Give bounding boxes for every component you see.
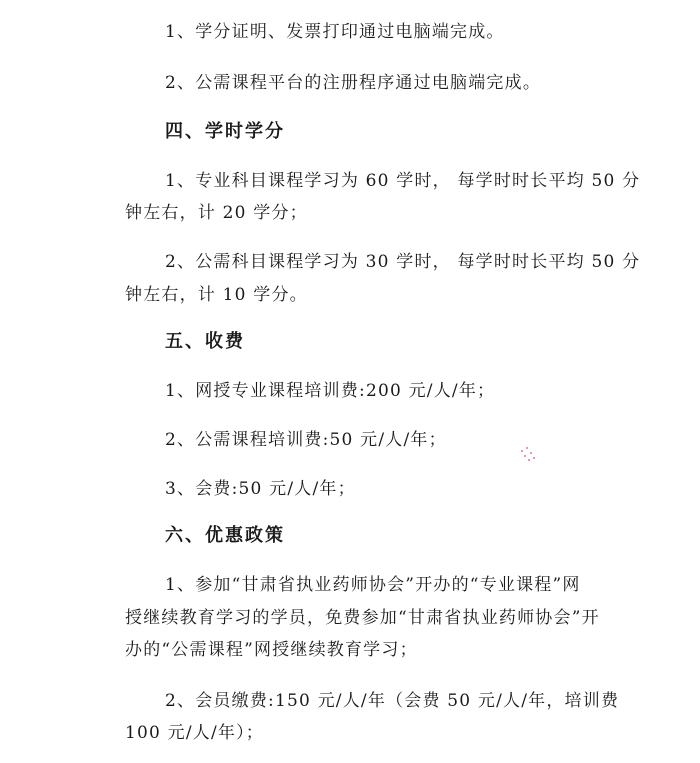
paragraph-line: 1、学分证明、发票打印通过电脑端完成。	[165, 22, 505, 42]
stamp-fragment-icon	[518, 445, 540, 463]
paragraph-line: 1、网授专业课程培训费:200 元/人/年；	[165, 381, 496, 401]
paragraph-line: 100 元/人/年）；	[125, 723, 265, 743]
paragraph-line: 2、公需课程培训费:50 元/人/年；	[165, 430, 447, 450]
paragraph-line: 钟左右，计 20 学分；	[125, 203, 308, 223]
paragraph-line: 2、公需课程平台的注册程序通过电脑端完成。	[165, 73, 542, 93]
paragraph-line: 1、专业科目课程学习为 60 学时， 每学时时长平均 50 分	[165, 171, 641, 191]
paragraph-line: 办的“公需课程”网授继续教育学习；	[125, 640, 418, 660]
paragraph-line: 3、会费:50 元/人/年；	[165, 479, 356, 499]
section-heading-fees: 五、收费	[165, 331, 245, 352]
paragraph-line: 授继续教育学习的学员，免费参加“甘肃省执业药师协会”开	[125, 608, 600, 628]
section-heading-study-hours: 四、学时学分	[165, 121, 285, 142]
section-heading-discounts: 六、优惠政策	[165, 525, 285, 546]
paragraph-line: 1、参加“甘肃省执业药师协会”开办的“专业课程”网	[165, 575, 581, 595]
paragraph-line: 2、会员缴费:150 元/人/年（会费 50 元/人/年，培训费	[165, 691, 620, 711]
paragraph-line: 2、公需科目课程学习为 30 学时， 每学时时长平均 50 分	[165, 252, 641, 272]
paragraph-line: 钟左右，计 10 学分。	[125, 285, 308, 305]
